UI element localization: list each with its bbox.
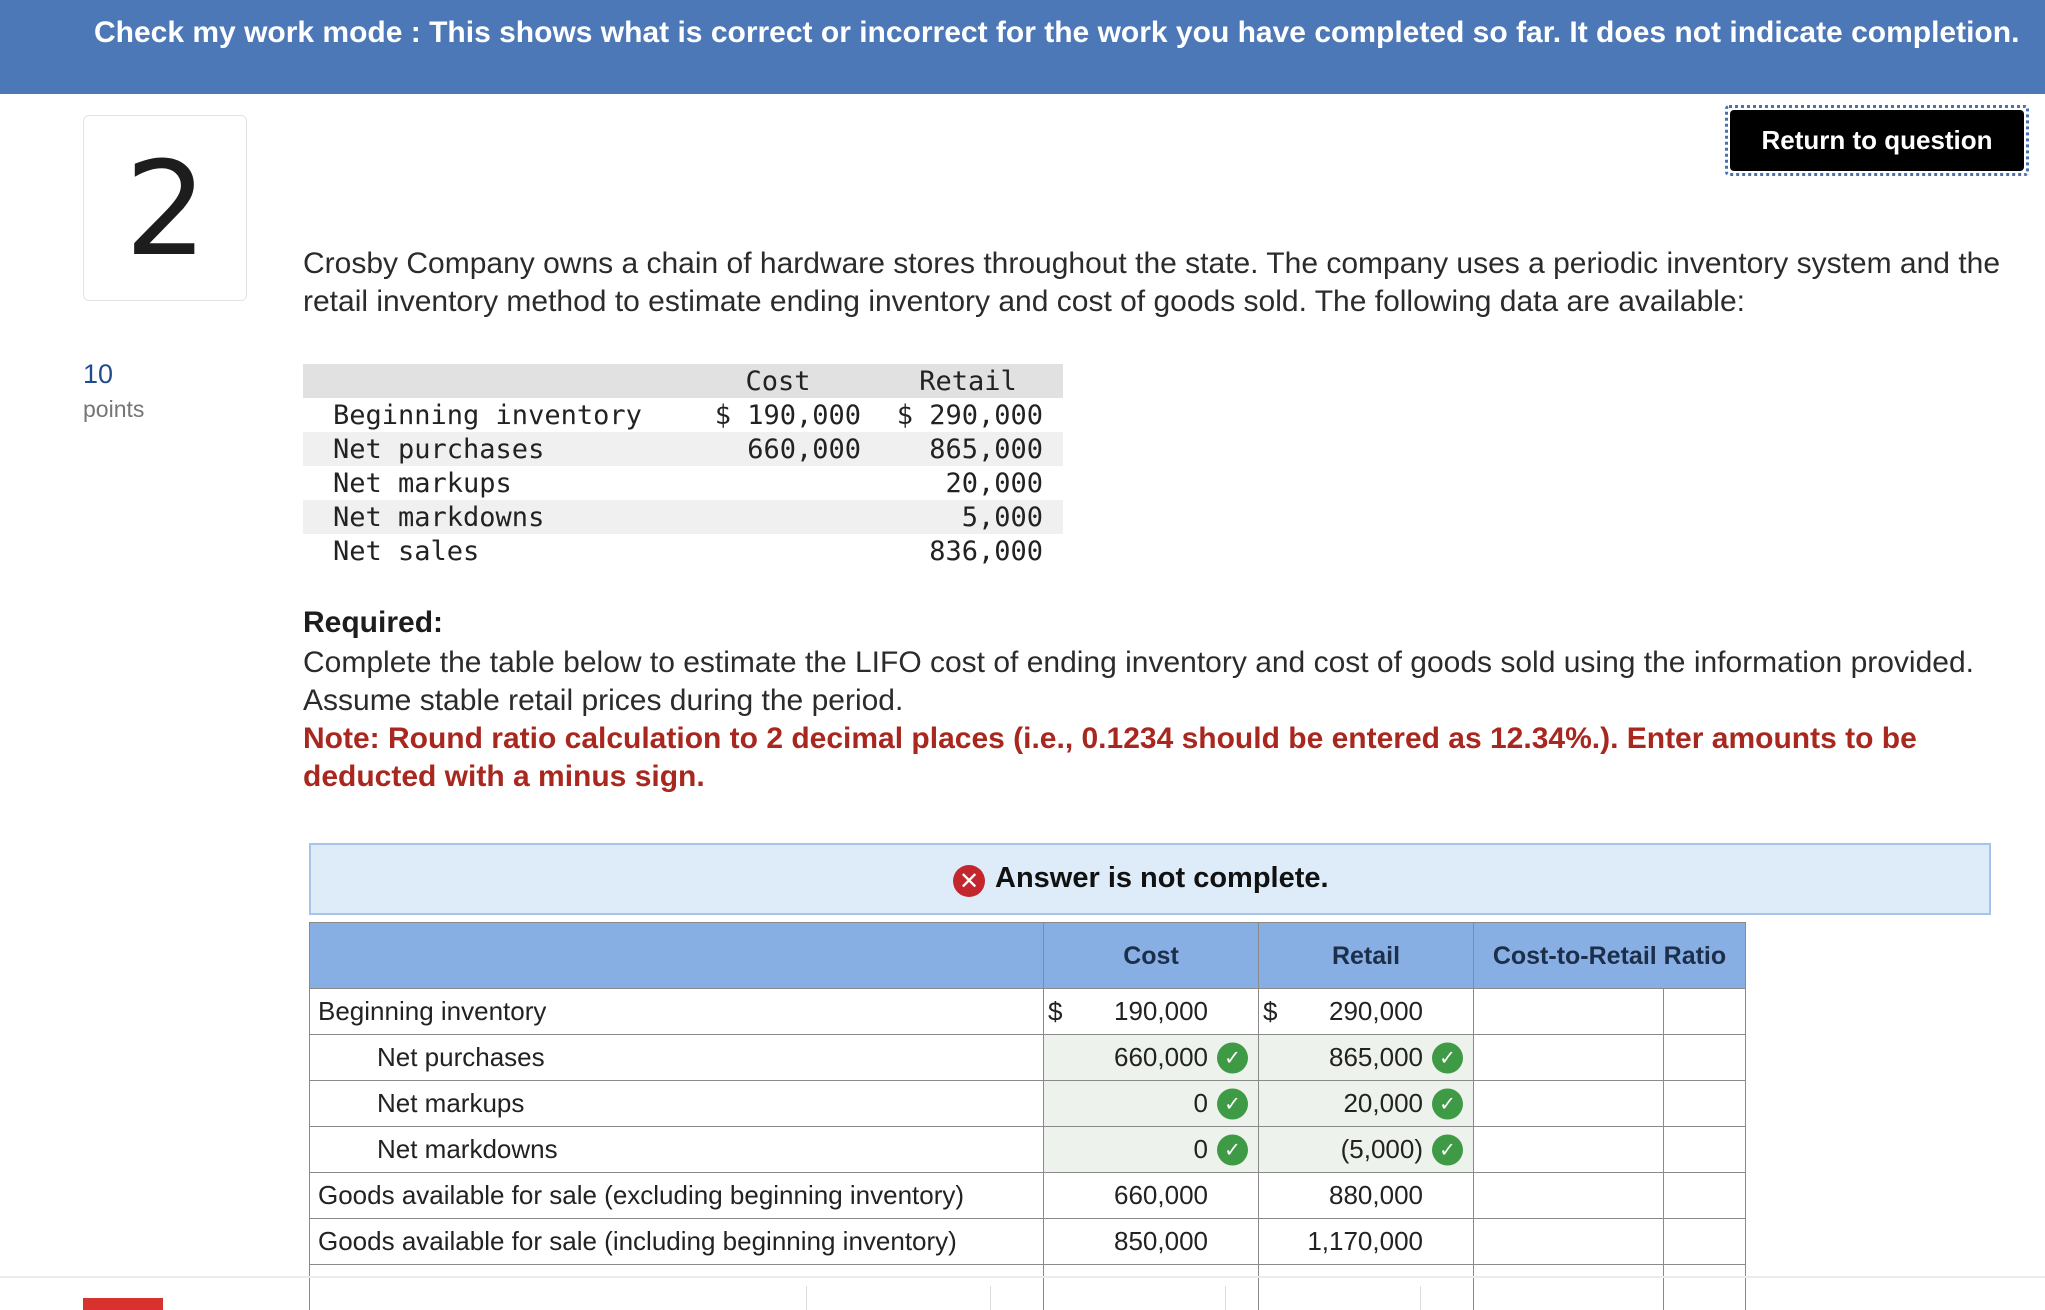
retail-cell: [1259, 989, 1474, 1035]
ratio-cell: [1474, 1081, 1664, 1127]
footer-separator: [1225, 1286, 1226, 1310]
given-retail: 836,000: [929, 535, 1043, 567]
clipped-cell: [1664, 1265, 1746, 1310]
retail-value: 1,170,000: [1307, 1226, 1423, 1256]
answer-header-row: [310, 923, 1746, 989]
retail-value: 880,000: [1329, 1180, 1423, 1210]
check-my-work-banner: [0, 0, 2045, 94]
rounding-note: Note: Round ratio calculation to 2 decimal places (i.e., 0.1234 should be entered as 12.34%.). Enter amounts to be deducted with a minus sign.: [303, 722, 1917, 793]
cost-cell: [1044, 1219, 1259, 1265]
clipped-cell: [1259, 1265, 1474, 1310]
given-cost: [683, 500, 873, 534]
given-cost: [683, 534, 873, 568]
retail-input[interactable]: [1259, 1127, 1474, 1173]
given-row: [303, 398, 1063, 432]
correct-check-icon: ✓: [1217, 1088, 1248, 1119]
error-x-icon: ✕: [953, 865, 985, 897]
ratio-cell: [1474, 1219, 1664, 1265]
footer-divider: [0, 1276, 2045, 1278]
clipped-cell: [1044, 1265, 1259, 1310]
answer-header-ratio: Cost-to-Retail Ratio: [1474, 923, 1746, 989]
currency-symbol: $: [1263, 996, 1278, 1026]
given-item: Net markups: [333, 467, 512, 499]
question-number-box: [83, 115, 247, 301]
answer-header-cost: Cost: [1044, 923, 1259, 989]
retail-value: (5,000): [1340, 1134, 1423, 1164]
retail-value: 290,000: [1329, 996, 1423, 1026]
answer-header-retail: Retail: [1259, 923, 1474, 989]
given-retail: 5,000: [961, 501, 1043, 533]
footer-separator: [806, 1286, 807, 1310]
cost-input[interactable]: [1044, 1035, 1259, 1081]
given-row: [303, 500, 1063, 534]
cost-value: 850,000: [1114, 1226, 1208, 1256]
answer-row-label: Net markups: [310, 1081, 1044, 1127]
given-data-header-row: [303, 364, 1063, 398]
ratio-cell-extra: [1664, 1127, 1746, 1173]
ratio-cell-extra: [1664, 1173, 1746, 1219]
answer-row-net-markups: [310, 1081, 1746, 1127]
cost-input[interactable]: [1044, 1127, 1259, 1173]
answer-row-clipped: [310, 1265, 1746, 1310]
cost-input[interactable]: [1044, 1081, 1259, 1127]
ratio-cell-extra: [1664, 1219, 1746, 1265]
correct-check-icon: ✓: [1432, 1134, 1463, 1165]
given-retail: 20,000: [945, 467, 1043, 499]
answer-row-label: Goods available for sale (excluding beginning inventory): [310, 1173, 1044, 1219]
banner-text: Check my work mode : This shows what is correct or incorrect for the work you have completed so far. It does not indicate completion.: [94, 16, 2020, 49]
ratio-cell-extra: [1664, 1081, 1746, 1127]
correct-check-icon: ✓: [1217, 1134, 1248, 1165]
cost-cell: [1044, 1173, 1259, 1219]
given-cost: [683, 466, 873, 500]
given-retail: 865,000: [929, 433, 1043, 465]
answer-status-text: Answer is not complete.: [995, 862, 1329, 894]
given-data-table: [303, 364, 1063, 568]
given-item: Beginning inventory: [333, 399, 642, 431]
required-heading: Required:: [303, 606, 444, 639]
given-row: [303, 432, 1063, 466]
answer-row-label: Net purchases: [310, 1035, 1044, 1081]
retail-input[interactable]: [1259, 1035, 1474, 1081]
return-to-question-button[interactable]: Return to question: [1730, 110, 2024, 171]
clipped-cell: [310, 1265, 1044, 1310]
cost-value: 660,000: [1114, 1042, 1208, 1072]
given-header-cost: Cost: [745, 365, 811, 397]
given-cost: $ 190,000: [714, 399, 861, 431]
answer-row-net-markdowns: [310, 1127, 1746, 1173]
cost-value: 0: [1193, 1088, 1208, 1118]
answer-row-net-purchases: [310, 1035, 1746, 1081]
required-text: Complete the table below to estimate the LIFO cost of ending inventory and cost of goods sold using the information provided. Assume stable retail prices during the period.: [303, 646, 1974, 717]
answer-row-gafs-excluding: [310, 1173, 1746, 1219]
ratio-cell: [1474, 1173, 1664, 1219]
given-item: Net markdowns: [333, 501, 545, 533]
answer-header-label: [310, 923, 1044, 989]
retail-input[interactable]: [1259, 1081, 1474, 1127]
given-cost: 660,000: [747, 433, 861, 465]
question-intro: Crosby Company owns a chain of hardware stores throughout the state. The company uses a periodic inventory system and the retail inventory method to estimate ending inventory and cost of goods sold. The following data are available:: [303, 247, 2001, 318]
cost-cell: [1044, 989, 1259, 1035]
answer-row-label: Beginning inventory: [310, 989, 1044, 1035]
ratio-cell: [1474, 989, 1664, 1035]
currency-symbol: $: [1048, 996, 1063, 1026]
correct-check-icon: ✓: [1432, 1042, 1463, 1073]
ratio-cell: [1474, 1035, 1664, 1081]
given-header-item: [303, 364, 683, 398]
retail-value: 20,000: [1343, 1088, 1423, 1118]
answer-row-label: Goods available for sale (including beginning inventory): [310, 1219, 1044, 1265]
given-retail: $ 290,000: [896, 399, 1043, 431]
correct-check-icon: ✓: [1217, 1042, 1248, 1073]
cost-value: 660,000: [1114, 1180, 1208, 1210]
cost-value: 190,000: [1114, 996, 1208, 1026]
answer-row-gafs-including: [310, 1219, 1746, 1265]
retail-value: 865,000: [1329, 1042, 1423, 1072]
cost-value: 0: [1193, 1134, 1208, 1164]
answer-table: [309, 922, 1746, 1310]
footer-separator: [990, 1286, 991, 1310]
given-item: Net purchases: [333, 433, 545, 465]
clipped-cell: [1474, 1265, 1664, 1310]
ratio-cell-extra: [1664, 989, 1746, 1035]
given-header-retail: Retail: [919, 365, 1017, 397]
correct-check-icon: ✓: [1432, 1088, 1463, 1119]
answer-row-label: Net markdowns: [310, 1127, 1044, 1173]
footer-separator: [1420, 1286, 1421, 1310]
ratio-cell-extra: [1664, 1035, 1746, 1081]
points-value: 10: [83, 359, 114, 389]
retail-cell: [1259, 1173, 1474, 1219]
footer-logo-tab[interactable]: [83, 1298, 163, 1310]
given-row: [303, 534, 1063, 568]
answer-row-beginning-inventory: [310, 989, 1746, 1035]
ratio-cell: [1474, 1127, 1664, 1173]
given-row: [303, 466, 1063, 500]
points-label: points: [83, 396, 145, 422]
retail-cell: [1259, 1219, 1474, 1265]
given-item: Net sales: [333, 535, 480, 567]
question-number: 2: [124, 133, 208, 285]
